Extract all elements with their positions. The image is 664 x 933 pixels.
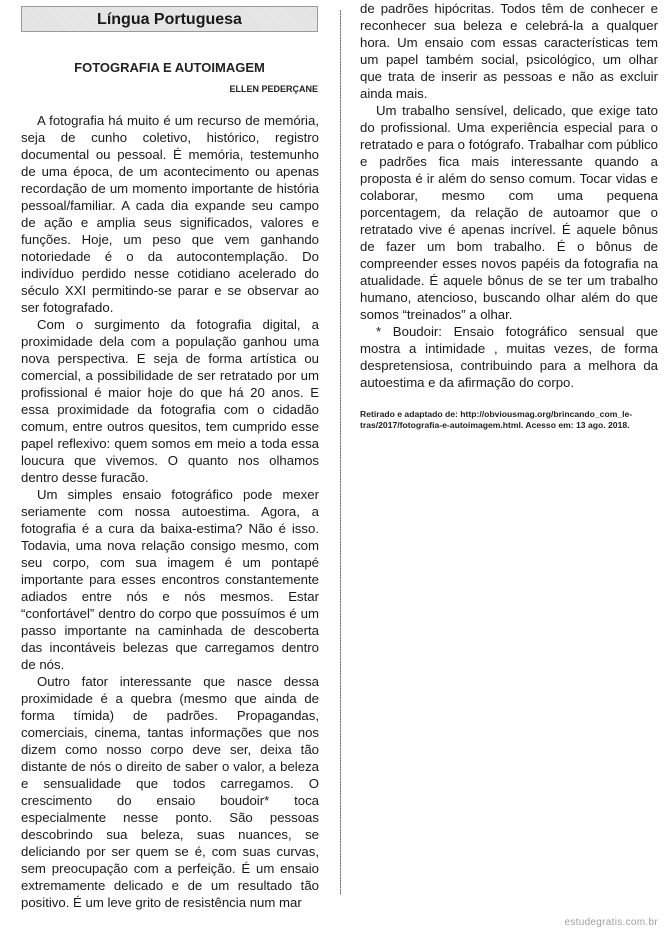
paragraph: Com o surgimento da fotografia digital, a proximidade dela com a população ganhou uma nova perspectiva. E seja de forma artística ou comercial, a possibilidade de ser retratado por um profissional é maior hoje do que há 20 anos. E essa proximidade da fotografia com o cidadão comum, entre outros quesitos, tem cumprido esse papel reflexivo: quem somos em meio a toda essa loucura que vivemos. O quanto nos olhamos dentro desse furacão.: [21, 317, 319, 485]
source-citation: Retirado e adaptado de: http://obviousmag.org/brincando_com_le-tras/2017/fotografia-e-autoimagem.html. Acesso em: 13 ago. 2018.: [360, 409, 633, 430]
column-divider: [340, 10, 341, 895]
footnote: * Boudoir: Ensaio fotográfico sensual que mostra a intimidade , muitas vezes, de forma despretensiosa, contribuindo para a melhora da autoestima e da afirmação do corpo.: [360, 324, 658, 390]
subject-title: Língua Portuguesa: [97, 11, 242, 28]
paragraph: A fotografia há muito é um recurso de memória, seja de cunho coletivo, histórico, registro documental ou pessoal. É memória, testemunho de uma época, de um acontecimento ou apenas recordação de um momento importante de história pessoal/familiar. A cada dia expande seu campo de ação e amplia seus significados, valores e funções. Hoje, um peso que vem ganhando notoriedade é o da autocontemplação. Do indivíduo perdido nesse cotidiano acelerado do século XXI permitindo-se parar e se observar ao ser fotografado.: [21, 113, 319, 315]
text-column-left: [21, 112, 319, 911]
article-title: FOTOGRAFIA E AUTOIMAGEM: [74, 60, 265, 75]
paragraph: Outro fator interessante que nasce dessa proximidade é a quebra (mesmo que ainda de forma tímida) de padrões. Propagandas, comerciais, cinema, tantas informações que nos dizem como nosso corpo deve ser, deixa tão distante de nós o direito de saber o valor, a beleza e sensualidade que todos carregamos. O crescimento do ensaio boudoir* toca especialmente nesse ponto. São pessoas descobrindo sua beleza, suas nuances, se deliciando por ser quem se é, com suas curvas, sem preocupação com a perfeição. É um ensaio extremamente delicado e de um resultado tão positivo. É um leve grito de resistência num mar: [21, 674, 319, 910]
paragraph: Um trabalho sensível, delicado, que exige tato do profissional. Uma experiência especial para o retratado e para o fotógrafo. Trabalhar com público e padrões fica mais interessante quando a proposta é ir além do senso comum. Tocar vidas e colaborar, mesmo com uma pequena porcentagem, da relação de autoamor que o retratado vive é apenas incrível. É aquele bônus de fazer um bom trabalho. É o bônus de compreender esses novos papéis da fotografia na atualidade. É aquele bônus de se ter um trabalho humano, atencioso, buscando olhar além do que somos “treinados” a olhar.: [360, 103, 658, 322]
paragraph-continuation: de padrões hipócritas. Todos têm de conhecer e reconhecer sua beleza e celebrá-la a qualquer hora. Um ensaio com essas características tem um papel também social, psicológico, um olhar que trata de inserir as pessoas e não as excluir ainda mais.: [360, 1, 658, 101]
watermark: estudegratis.com.br: [564, 917, 658, 928]
article-author: ELLEN PEDERÇANE: [229, 84, 318, 94]
text-column-right: [360, 0, 658, 391]
paragraph: Um simples ensaio fotográfico pode mexer seriamente com nossa autoestima. Agora, a fotografia é a cura da baixa-estima? Não é isso. Todavia, uma nova relação consigo mesmo, com seu corpo, com sua imagem é um pontapé importante para esses encontros constantemente adiados entre nós e nós mesmos. Estar “confortável” dentro do corpo que possuímos é um passo importante na caminhada de descoberta das incontáveis belezas que carregamos dentro de nós.: [21, 487, 319, 672]
subject-header: [21, 6, 318, 32]
